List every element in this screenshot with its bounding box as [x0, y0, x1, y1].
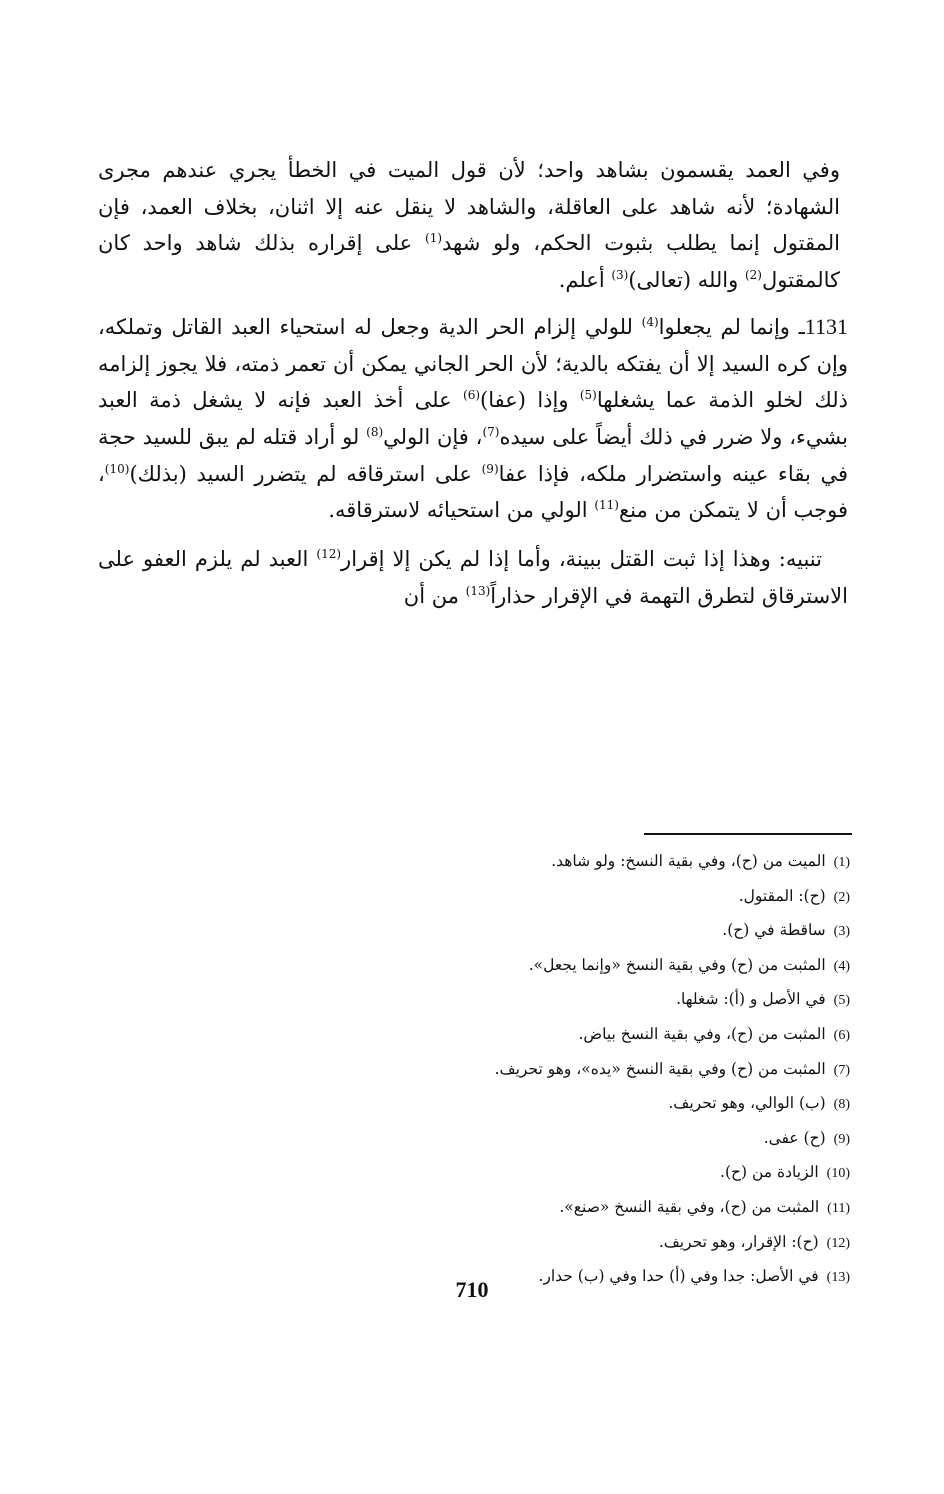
footnote-number: (9)	[833, 1131, 850, 1147]
main-text	[98, 152, 848, 614]
paragraph-1	[98, 152, 840, 299]
footnote-ref-8[interactable]: (8)	[366, 424, 384, 439]
text-segment: تنبيه: وهذا إذا ثبت القتل ببينة، وأما إذا لم يكن إلا إقرار	[341, 547, 822, 572]
footnote-number: (11)	[827, 1200, 850, 1216]
footnote-text: (ح): المقتول.	[738, 886, 826, 905]
footnote-text: في الأصل و (أ): شغلها.	[676, 990, 826, 1009]
footnote-ref-7[interactable]: (7)	[482, 424, 500, 439]
footnote-item	[150, 1156, 850, 1191]
footnote-text: (ح): الإقرار، وهو تحريف.	[658, 1232, 819, 1251]
footnote-text: المثبت من (ح)، وفي بقية النسخ «صنع».	[559, 1197, 820, 1216]
paragraph-number: 1131	[804, 313, 848, 339]
footnote-ref-6[interactable]: (6)	[463, 388, 481, 403]
text-segment: ، فوجب أن لا يتمكن من منع	[98, 461, 848, 523]
footnote-item	[150, 1087, 850, 1122]
footnote-number: (2)	[833, 889, 850, 905]
footnote-number: (10)	[826, 1166, 850, 1182]
footnote-number: (5)	[833, 993, 850, 1009]
text-segment: العبد لم يلزم العفو على الاسترقاق لتطرق التهمة في الإقرار حذاراً	[98, 547, 848, 608]
footnote-item	[150, 1122, 850, 1157]
text-segment: للولي إلزام الحر الدية وجعل له استحياء العبد القاتل وتملكه، وإن كره السيد إلا أن يفتكه بالدية؛ لأن الحر الجاني يمكن أن تعمر ذمته، فلا يجوز إلزامه ذلك لخلو الذمة عما يشغلها	[98, 314, 848, 413]
footnote-text: الميت من (ح)، وفي بقية النسخ: ولو شاهد.	[551, 852, 826, 870]
text-segment: على استرقاقه لم يتضرر السيد (بذلك)	[129, 461, 482, 486]
footnote-ref-2[interactable]: (2)	[744, 268, 762, 283]
footnote-item	[150, 1053, 850, 1088]
footnote-item	[150, 1226, 850, 1261]
footnote-number: (8)	[833, 1097, 850, 1113]
text-segment: أعلم.	[558, 268, 612, 293]
text-segment: على أخذ العبد فإنه لا يشغل ذمة العبد بشيء، ولا ضرر في ذلك أيضاً على سيده	[98, 388, 848, 449]
text-segment: ، فإن الولي	[383, 424, 483, 449]
footnote-text: المثبت من (ح) وفي بقية النسخ «وإنما يجعل».	[528, 955, 826, 974]
footnote-ref-5[interactable]: (5)	[579, 388, 597, 403]
text-segment: وإذا (عفا)	[480, 388, 580, 413]
paragraph-note	[98, 541, 848, 614]
text-segment: على إقراره بذلك شاهد واحد كان كالمقتول	[98, 231, 840, 293]
footnote-item	[150, 983, 850, 1018]
footnote-ref-3[interactable]: (3)	[611, 268, 629, 283]
footnote-text: المثبت من (ح)، وفي بقية النسخ بياض.	[578, 1024, 826, 1043]
text-segment: لو أراد قتله لم يبق للسيد حجة في بقاء عينه واستضرار ملكه، فإذا عفا	[98, 424, 848, 486]
footnote-text: في الأصل: جدا وفي (أ) حدا وفي (ب) حدار.	[538, 1267, 819, 1286]
footnote-number: (12)	[826, 1235, 850, 1251]
footnote-number: (13)	[826, 1270, 850, 1286]
footnote-number: (3)	[833, 924, 850, 940]
footnote-item	[150, 949, 850, 984]
footnote-text: الزيادة من (ح).	[720, 1163, 819, 1182]
footnote-item	[150, 845, 850, 880]
footnote-item	[150, 880, 850, 915]
footnote-text: المثبت من (ح) وفي بقية النسخ «يده»، وهو تحريف.	[494, 1059, 826, 1078]
footnote-ref-10[interactable]: (10)	[104, 461, 130, 476]
text-segment: من أن	[403, 583, 466, 608]
footnote-number: (4)	[833, 958, 850, 974]
text-segment: وفي العمد يقسمون بشاهد واحد؛ لأن قول الميت في الخطأ يجري عندهم مجرى الشهادة؛ لأنه شاهد على العاقلة، والشاهد لا ينقل عنه إلا اثنان، بخلاف العمد، فإن المقتول إنما يطلب بثبوت الحكم، ولو شهد	[98, 158, 840, 256]
footnote-text: ساقطة في (ح).	[722, 921, 826, 940]
footnote-text: (ح) عفى.	[763, 1128, 826, 1147]
footnote-text: (ب) الوالي، وهو تحريف.	[668, 1094, 826, 1113]
footnote-number: (6)	[833, 1027, 850, 1043]
footnote-number: (1)	[833, 855, 850, 870]
footnote-ref-12[interactable]: (12)	[316, 547, 342, 562]
footnote-ref-11[interactable]: (11)	[594, 498, 619, 513]
text-segment: ـ وإنما لم يجعلوا	[658, 314, 805, 339]
page-number: 710	[455, 1277, 489, 1302]
footnote-ref-13[interactable]: (13)	[465, 583, 491, 598]
paragraph-1131	[98, 309, 848, 529]
footnote-item	[150, 914, 850, 949]
text-segment: الولي من استحيائه لاسترقاقه.	[328, 498, 595, 523]
footnote-divider	[644, 833, 852, 835]
footnote-ref-1[interactable]: (1)	[425, 231, 443, 246]
footnote-item	[150, 1018, 850, 1053]
footnotes	[150, 845, 850, 1295]
footnote-ref-4[interactable]: (4)	[641, 314, 659, 329]
footnote-item	[150, 1191, 850, 1226]
text-segment: والله (تعالى)	[628, 268, 745, 293]
footnote-number: (7)	[833, 1062, 850, 1078]
footnote-ref-9[interactable]: (9)	[481, 461, 499, 476]
